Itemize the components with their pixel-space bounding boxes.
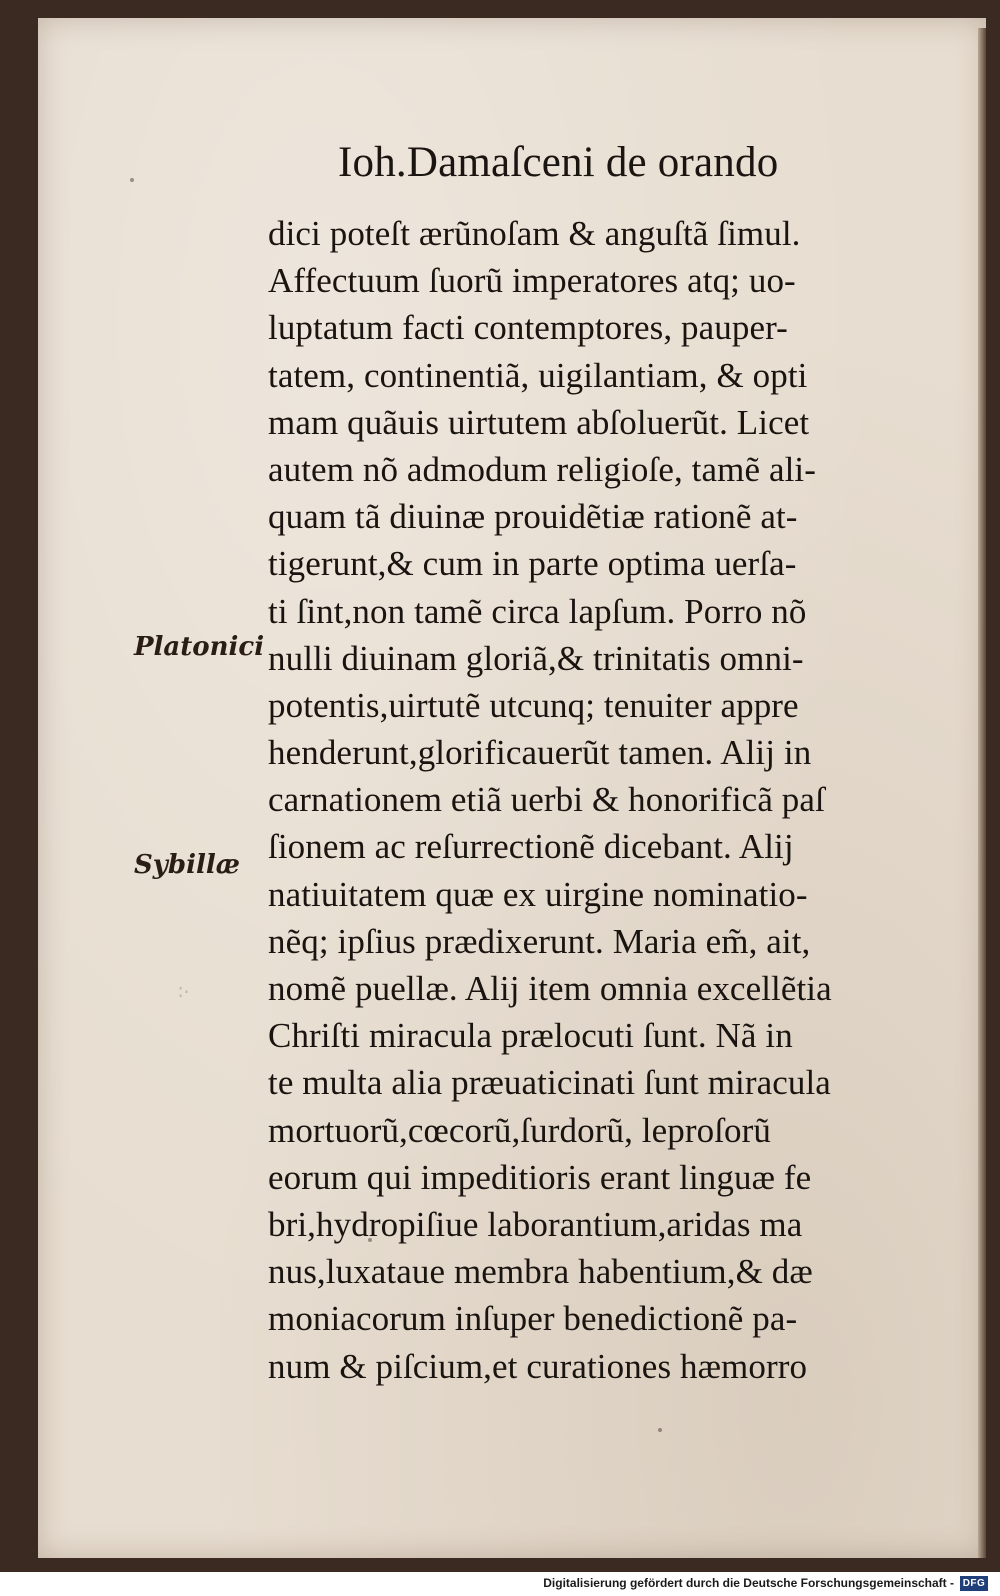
text-line: Affectuum ſuorũ imperatores atq; uo- (268, 261, 796, 301)
text-line: Chriſti miracula prælocuti ſunt. Nã in (268, 1016, 793, 1056)
marginal-note-platonici: Platonici (134, 632, 265, 662)
body-text (268, 210, 958, 1390)
digitization-footer (0, 1572, 1000, 1596)
text-line: tigerunt,& cum in parte optima uerſa- (268, 544, 797, 584)
text-line: luptatum facti contemptores, pauper- (268, 308, 788, 348)
text-line: carnationem etiã uerbi & honorificã paſ (268, 780, 825, 820)
marginal-note-sybillae: Sybillæ (134, 850, 240, 880)
text-line: potentis,uirtutẽ utcunq; tenuiter appre (268, 685, 799, 725)
text-line: henderunt,glorificauerũt tamen. Alij in (268, 733, 812, 773)
text-line: nulli diuinam gloriã,& trinitatis omni- (268, 638, 804, 678)
text-line: nẽq; ipſius prædixerunt. Maria em̃, ait, (268, 921, 811, 961)
text-line: mam quãuis uirtutem abſoluerũt. Licet (268, 402, 810, 442)
page-edge (978, 28, 986, 1558)
paper-speck (130, 178, 134, 182)
text-line: autem nõ admodum religioſe, tamẽ ali- (268, 449, 816, 489)
text-line: tatem, continentiã, uigilantiam, & opti (268, 355, 808, 395)
text-line: natiuitatem quæ ex uirgine nominatio- (268, 874, 808, 914)
text-line: quam tã diuinæ prouidẽtiæ rationẽ at- (268, 497, 798, 537)
funding-credit: Digitalisierung gefördert durch die Deutsche Forschungsgemeinschaft - (543, 1576, 954, 1590)
text-line: eorum qui impeditioris erant linguæ fe (268, 1157, 812, 1197)
text-line: ti ſint,non tamẽ circa lapſum. Porro nõ (268, 591, 807, 631)
text-line: nomẽ puellæ. Alij item omnia excellẽtia (268, 969, 832, 1008)
text-line: num & piſcium,et curationes hæmorro (268, 1346, 808, 1386)
text-line: ſionem ac reſurrectionẽ dicebant. Alij (268, 827, 794, 867)
running-head: Ioh.Damaſceni de orando (338, 139, 779, 186)
faint-pencil-mark: ∶‧ (178, 980, 190, 1004)
dfg-logo: DFG (960, 1576, 988, 1591)
text-line: mortuorũ,cœcorũ,ſurdorũ, leproſorũ (268, 1110, 771, 1150)
text-line: bri,hydropiſiue laborantium,aridas ma (268, 1204, 803, 1244)
text-line: moniacorum inſuper benedictionẽ pa- (268, 1299, 798, 1339)
text-line: te multa alia præuaticinati ſunt miracula (268, 1063, 831, 1103)
text-line: dici poteſt ærũnoſam & anguſtã ſimul. (268, 214, 801, 253)
paper-speck (368, 1238, 372, 1242)
book-page (38, 18, 986, 1558)
paper-speck (658, 1428, 662, 1432)
text-line: nus,luxataue membra habentium,& dæ (268, 1252, 813, 1292)
